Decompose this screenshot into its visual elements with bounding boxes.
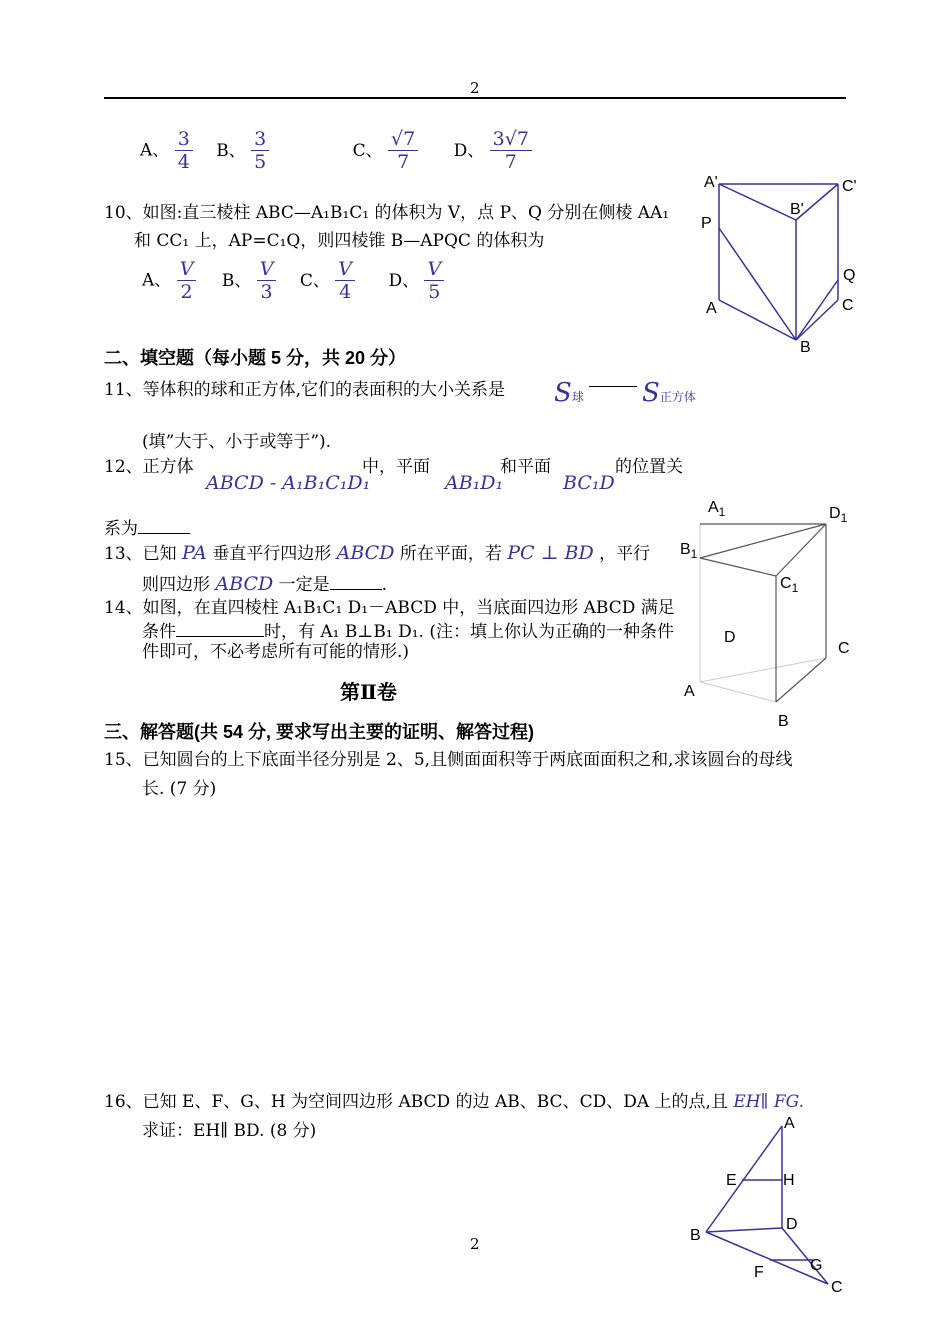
q14-line2b: 时，有 A₁ B⊥B₁ D₁. (注：填上你认为正确的一种条件 xyxy=(264,622,674,642)
q14-line1: 14、如图，在直四棱柱 A₁B₁C₁ D₁－ABCD 中，当底面四边形 ABCD 满足 xyxy=(104,598,675,618)
q13-abcd1: ABCD xyxy=(336,542,395,564)
q10-option-c-label: C、 xyxy=(299,270,330,291)
label-a-prime: A' xyxy=(704,174,718,191)
label-p: P xyxy=(701,215,712,232)
q9-option-d-fraction xyxy=(490,128,532,173)
q12-t3: 和平面 xyxy=(500,457,551,477)
q12-t4: 的位置关 xyxy=(615,457,683,477)
q16-quadrilateral-figure xyxy=(686,1110,866,1300)
label-b1-sub: 1 xyxy=(690,547,698,561)
q9-option-c-label: C、 xyxy=(352,140,383,161)
q13-t4: ，平行 xyxy=(599,544,651,564)
q9-option-a-label: A、 xyxy=(140,140,170,161)
q13-t2: 垂直平行四边形 xyxy=(212,544,332,564)
q12-cube: ABCD - A₁B₁C₁D₁ xyxy=(206,472,371,494)
prism-edge-bc xyxy=(796,300,838,340)
q9-c-den: 7 xyxy=(397,151,410,173)
footer-page-number: 2 xyxy=(470,1235,480,1253)
header-page-number: 2 xyxy=(470,79,480,97)
label-a1-main: A xyxy=(708,499,719,516)
q14-line3: 件即可，不必考虑所有可能的情形.) xyxy=(142,642,410,662)
q10-options xyxy=(142,258,444,303)
q9-option-b-fraction xyxy=(251,128,269,173)
q13-t1: 13、已知 xyxy=(104,544,177,564)
label-b2: B xyxy=(778,713,789,730)
q13-line1 xyxy=(104,541,650,566)
prism2-hidden-ad xyxy=(700,658,826,682)
part2-title: 第Ⅱ卷 xyxy=(340,680,397,704)
q15-line2: 长. (7 分) xyxy=(142,779,217,799)
q9-option-d-label: D、 xyxy=(453,140,485,161)
q12-t5: 系为 xyxy=(104,519,138,539)
q9-c-num: √7 xyxy=(388,128,418,151)
q10-b-den: 3 xyxy=(260,281,273,303)
q12-t1: 12、正方体 xyxy=(104,457,194,477)
label-qa: A xyxy=(784,1115,795,1132)
label-a1 xyxy=(708,499,726,519)
label-qg: G xyxy=(810,1257,823,1274)
label-d1-sub: 1 xyxy=(840,511,848,525)
label-a2: A xyxy=(684,683,695,700)
q13-t6: 一定是 xyxy=(278,575,330,595)
label-qe: E xyxy=(726,1172,737,1189)
q11-blank xyxy=(589,386,637,387)
q9-option-c-fraction xyxy=(388,128,418,173)
q12-answer-blank[interactable] xyxy=(138,515,190,534)
label-qh: H xyxy=(783,1172,795,1189)
q9-option-a-fraction xyxy=(175,128,193,173)
label-qd: D xyxy=(786,1216,798,1233)
q14-answer-blank[interactable] xyxy=(176,618,264,637)
q10-option-c-fraction xyxy=(335,258,355,303)
q11-line xyxy=(104,378,505,402)
q12-line2 xyxy=(104,515,190,541)
q13-perp: PC ⊥ BD xyxy=(507,542,594,564)
q16-line2: 求证：EH∥ BD. (8 分) xyxy=(142,1121,317,1141)
header-rule xyxy=(104,97,846,99)
label-qf: F xyxy=(754,1264,764,1281)
q13-pa: PA xyxy=(182,542,207,564)
label-c2: C xyxy=(838,640,850,657)
q11-expression xyxy=(554,378,696,408)
label-c1-main: C xyxy=(780,575,792,592)
q13-answer-blank[interactable] xyxy=(330,571,382,590)
q11-s2-sub: 正方体 xyxy=(659,390,696,404)
q9-d-den: 7 xyxy=(504,151,517,173)
q10-option-b-label: B、 xyxy=(221,270,252,291)
q12-plane1: AB₁D₁ xyxy=(445,472,504,494)
label-qc: C xyxy=(831,1279,843,1296)
q13-abcd2: ABCD xyxy=(215,573,274,595)
prism-segment-pb xyxy=(719,228,796,340)
q14-line2a: 条件 xyxy=(142,622,176,642)
q12-t2: 中，平面 xyxy=(362,457,430,477)
q10-c-num: V xyxy=(335,258,355,281)
q11-hint: (填”大于、小于或等于”). xyxy=(142,432,332,452)
prism-segment-qb xyxy=(796,280,838,340)
section2-title: 二、填空题（每小题 5 分，共 20 分） xyxy=(104,348,407,368)
prism2-edge-c1d1 xyxy=(776,524,826,576)
q16-text: 16、已知 E、F、G、H 为空间四边形 ABCD 的边 AB、BC、CD、DA 上的点,且 xyxy=(104,1092,728,1112)
q13-t5: 则四边形 xyxy=(142,575,210,595)
quad-edge-ab xyxy=(706,1126,782,1232)
q10-a-num: V xyxy=(177,258,197,281)
prism-edge-ab xyxy=(719,300,796,340)
q9-d-num: 3√7 xyxy=(490,128,532,151)
q10-a-den: 2 xyxy=(180,281,193,303)
prism2-edge-cd xyxy=(776,658,826,702)
q9-option-b-label: B、 xyxy=(216,140,246,161)
label-c1-sub: 1 xyxy=(791,581,799,595)
label-a1-sub: 1 xyxy=(718,505,726,519)
q11-s2: S xyxy=(642,378,660,408)
q15-line1: 15、已知圆台的上下底面半径分别是 2、5,且侧面面积等于两底面面积之和,求该圆台的母线 xyxy=(104,750,793,770)
q16-cond: EH∥ FG. xyxy=(733,1092,804,1112)
label-c1 xyxy=(780,575,799,595)
prism2-edge-b1d1 xyxy=(700,524,826,558)
q9-a-den: 4 xyxy=(177,151,190,173)
prism2-hidden-ab xyxy=(700,682,776,702)
q11-s1-sub: 球 xyxy=(571,390,584,404)
q11-text: 11、等体积的球和正方体,它们的表面积的大小关系是 xyxy=(104,380,506,400)
label-d1 xyxy=(829,505,848,525)
label-d1-main: D xyxy=(829,505,841,522)
label-b1-main: B xyxy=(680,541,691,558)
q10-option-a-label: A、 xyxy=(142,270,172,291)
q9-b-num: 3 xyxy=(251,128,269,151)
q13-t7: . xyxy=(381,575,388,595)
label-b-prime: B' xyxy=(790,201,804,218)
prism2-edge-b1c1 xyxy=(700,558,776,576)
q10-b-num: V xyxy=(257,258,277,281)
q10-d-den: 5 xyxy=(428,281,441,303)
q9-b-den: 5 xyxy=(254,151,267,173)
q10-c-den: 4 xyxy=(339,281,352,303)
q10-option-d-fraction xyxy=(424,258,444,303)
label-c-prime: C' xyxy=(842,178,857,195)
q13-line2 xyxy=(142,571,387,597)
label-d: D xyxy=(724,629,736,646)
q10-d-num: V xyxy=(424,258,444,281)
q9-a-num: 3 xyxy=(175,128,193,151)
quad-edge-bd xyxy=(706,1228,782,1232)
label-b: B xyxy=(800,339,811,356)
q10-line2: 和 CC₁ 上，AP=C₁Q，则四棱锥 B—APQC 的体积为 xyxy=(134,231,545,251)
quad-edge-dc xyxy=(782,1228,828,1284)
q10-option-a-fraction xyxy=(177,258,197,303)
section3-title: 三、解答题(共 54 分, 要求写出主要的证明、解答过程) xyxy=(104,722,535,742)
label-q: Q xyxy=(843,267,856,284)
q11-s1: S xyxy=(554,378,572,408)
q10-line1: 10、如图:直三棱柱 ABC—A₁B₁C₁ 的体积为 V，点 P、Q 分别在侧棱 AA₁ xyxy=(104,203,670,223)
label-qb: B xyxy=(690,1227,701,1244)
q12-plane2: BC₁D xyxy=(563,472,615,494)
q13-t3: 所在平面，若 xyxy=(399,544,502,564)
q14-prism-figure xyxy=(676,496,866,736)
label-a: A xyxy=(706,300,717,317)
q10-prism-figure xyxy=(690,168,870,358)
q10-option-d-label: D、 xyxy=(388,270,420,291)
label-b1 xyxy=(680,541,698,561)
label-c: C xyxy=(842,297,854,314)
prism-edge-a1b1 xyxy=(719,184,796,220)
q10-option-b-fraction xyxy=(257,258,277,303)
q9-options xyxy=(140,128,532,188)
